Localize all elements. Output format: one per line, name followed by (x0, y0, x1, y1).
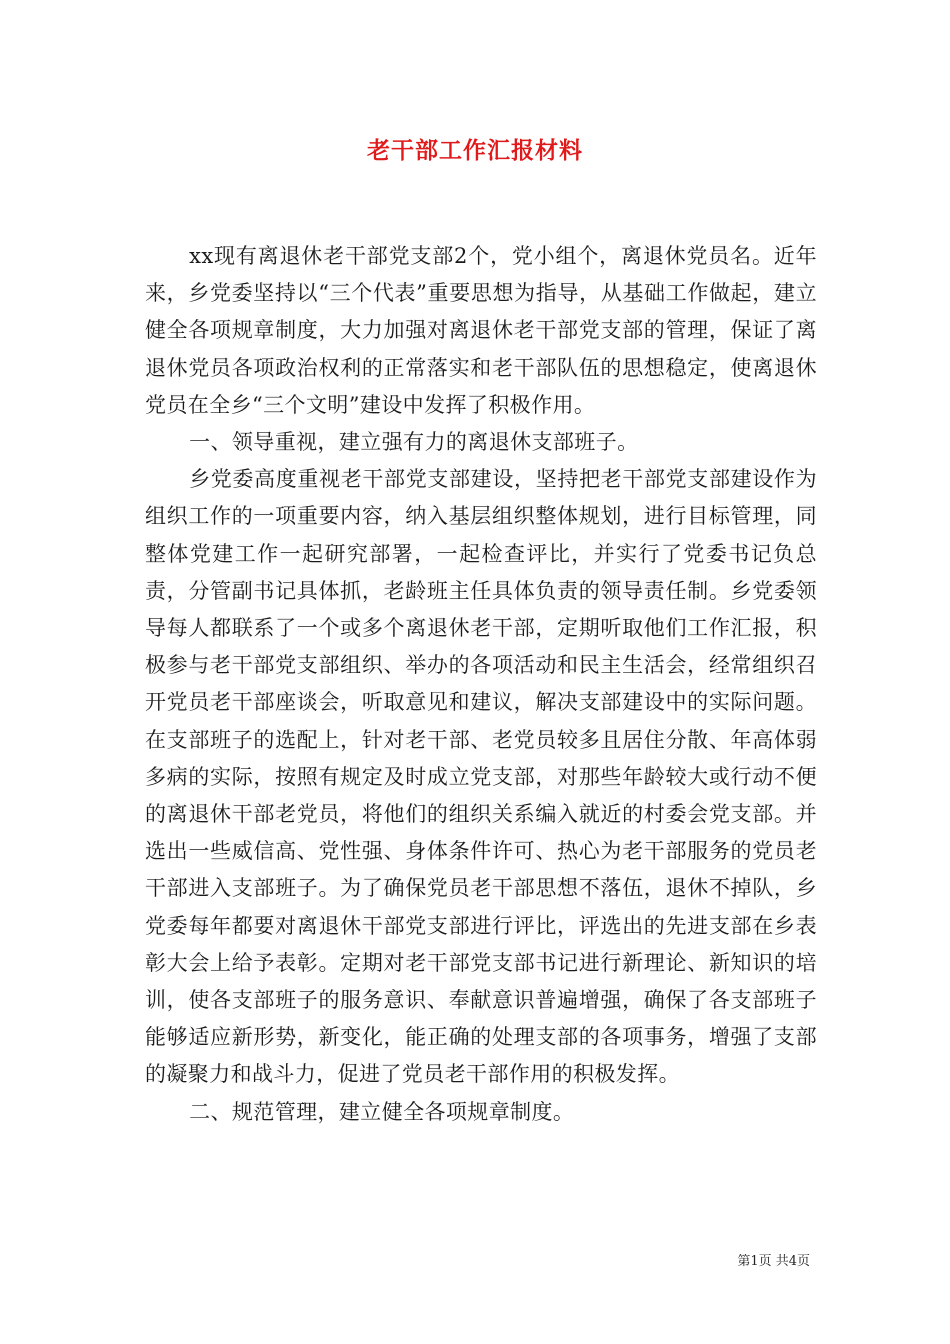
section-heading-2: 二、规范管理，建立健全各项规章制度。 (189, 1099, 575, 1124)
paragraph-section-1: 乡党委高度重视老干部党支部建设，坚持把老干部党支部建设作为组织工作的一项重要内容，纳入基层组织整体规划，进行目标管理，同整体党建工作一起研究部署，一起检查评比，并实行了党委书记负总责，分管副书记具体抓，老龄班主任具体负责的领导责任制。乡党委领导每人都联系了一个或多个离退休老干部，定期听取他们工作汇报，积极参与老干部党支部组织、举办的各项活动和民主生活会，经常组织召开党员老干部座谈会，听取意见和建议，解决支部建设中的实际问题。在支部班子的选配上，针对老干部、老党员较多且居住分散、年高体弱多病的实际，按照有规定及时成立党支部，对那些年龄较大或行动不便的离退休干部老党员，将他们的组织关系编入就近的村委会党支部。并选出一些威信高、党性强、身体条件许可、热心为老干部服务的党员老干部进入支部班子。为了确保党员老干部思想不落伍，退休不掉队，乡党委每年都要对离退休干部党支部进行评比，评选出的先进支部在乡表彰大会上给予表彰。定期对老干部党支部书记进行新理论、新知识的培训，使各支部班子的服务意识、奉献意识普遍增强，确保了各支部班子能够适应新形势，新变化，能正确的处理支部的各项事务，增强了支部的凝聚力和战斗力，促进了党员老干部作用的积极发挥。 (145, 467, 817, 1087)
document-title: 老干部工作汇报材料 (367, 138, 583, 164)
document-body (145, 238, 817, 1131)
paragraph-intro: xx现有离退休老干部党支部2个，党小组个，离退休党员名。近年来，乡党委坚持以“三个代表”重要思想为指导，从基础工作做起，建立健全各项规章制度，大力加强对离退休老干部党支部的管理，保证了离退休党员各项政治权利的正常落实和老干部队伍的思想稳定，使离退休党员在全乡“三个文明”建设中发挥了积极作用。 (145, 244, 817, 417)
section-heading-1: 一、领导重视，建立强有力的离退休支部班子。 (189, 430, 639, 455)
page-number: 第1页 共4页 (737, 1254, 810, 1269)
